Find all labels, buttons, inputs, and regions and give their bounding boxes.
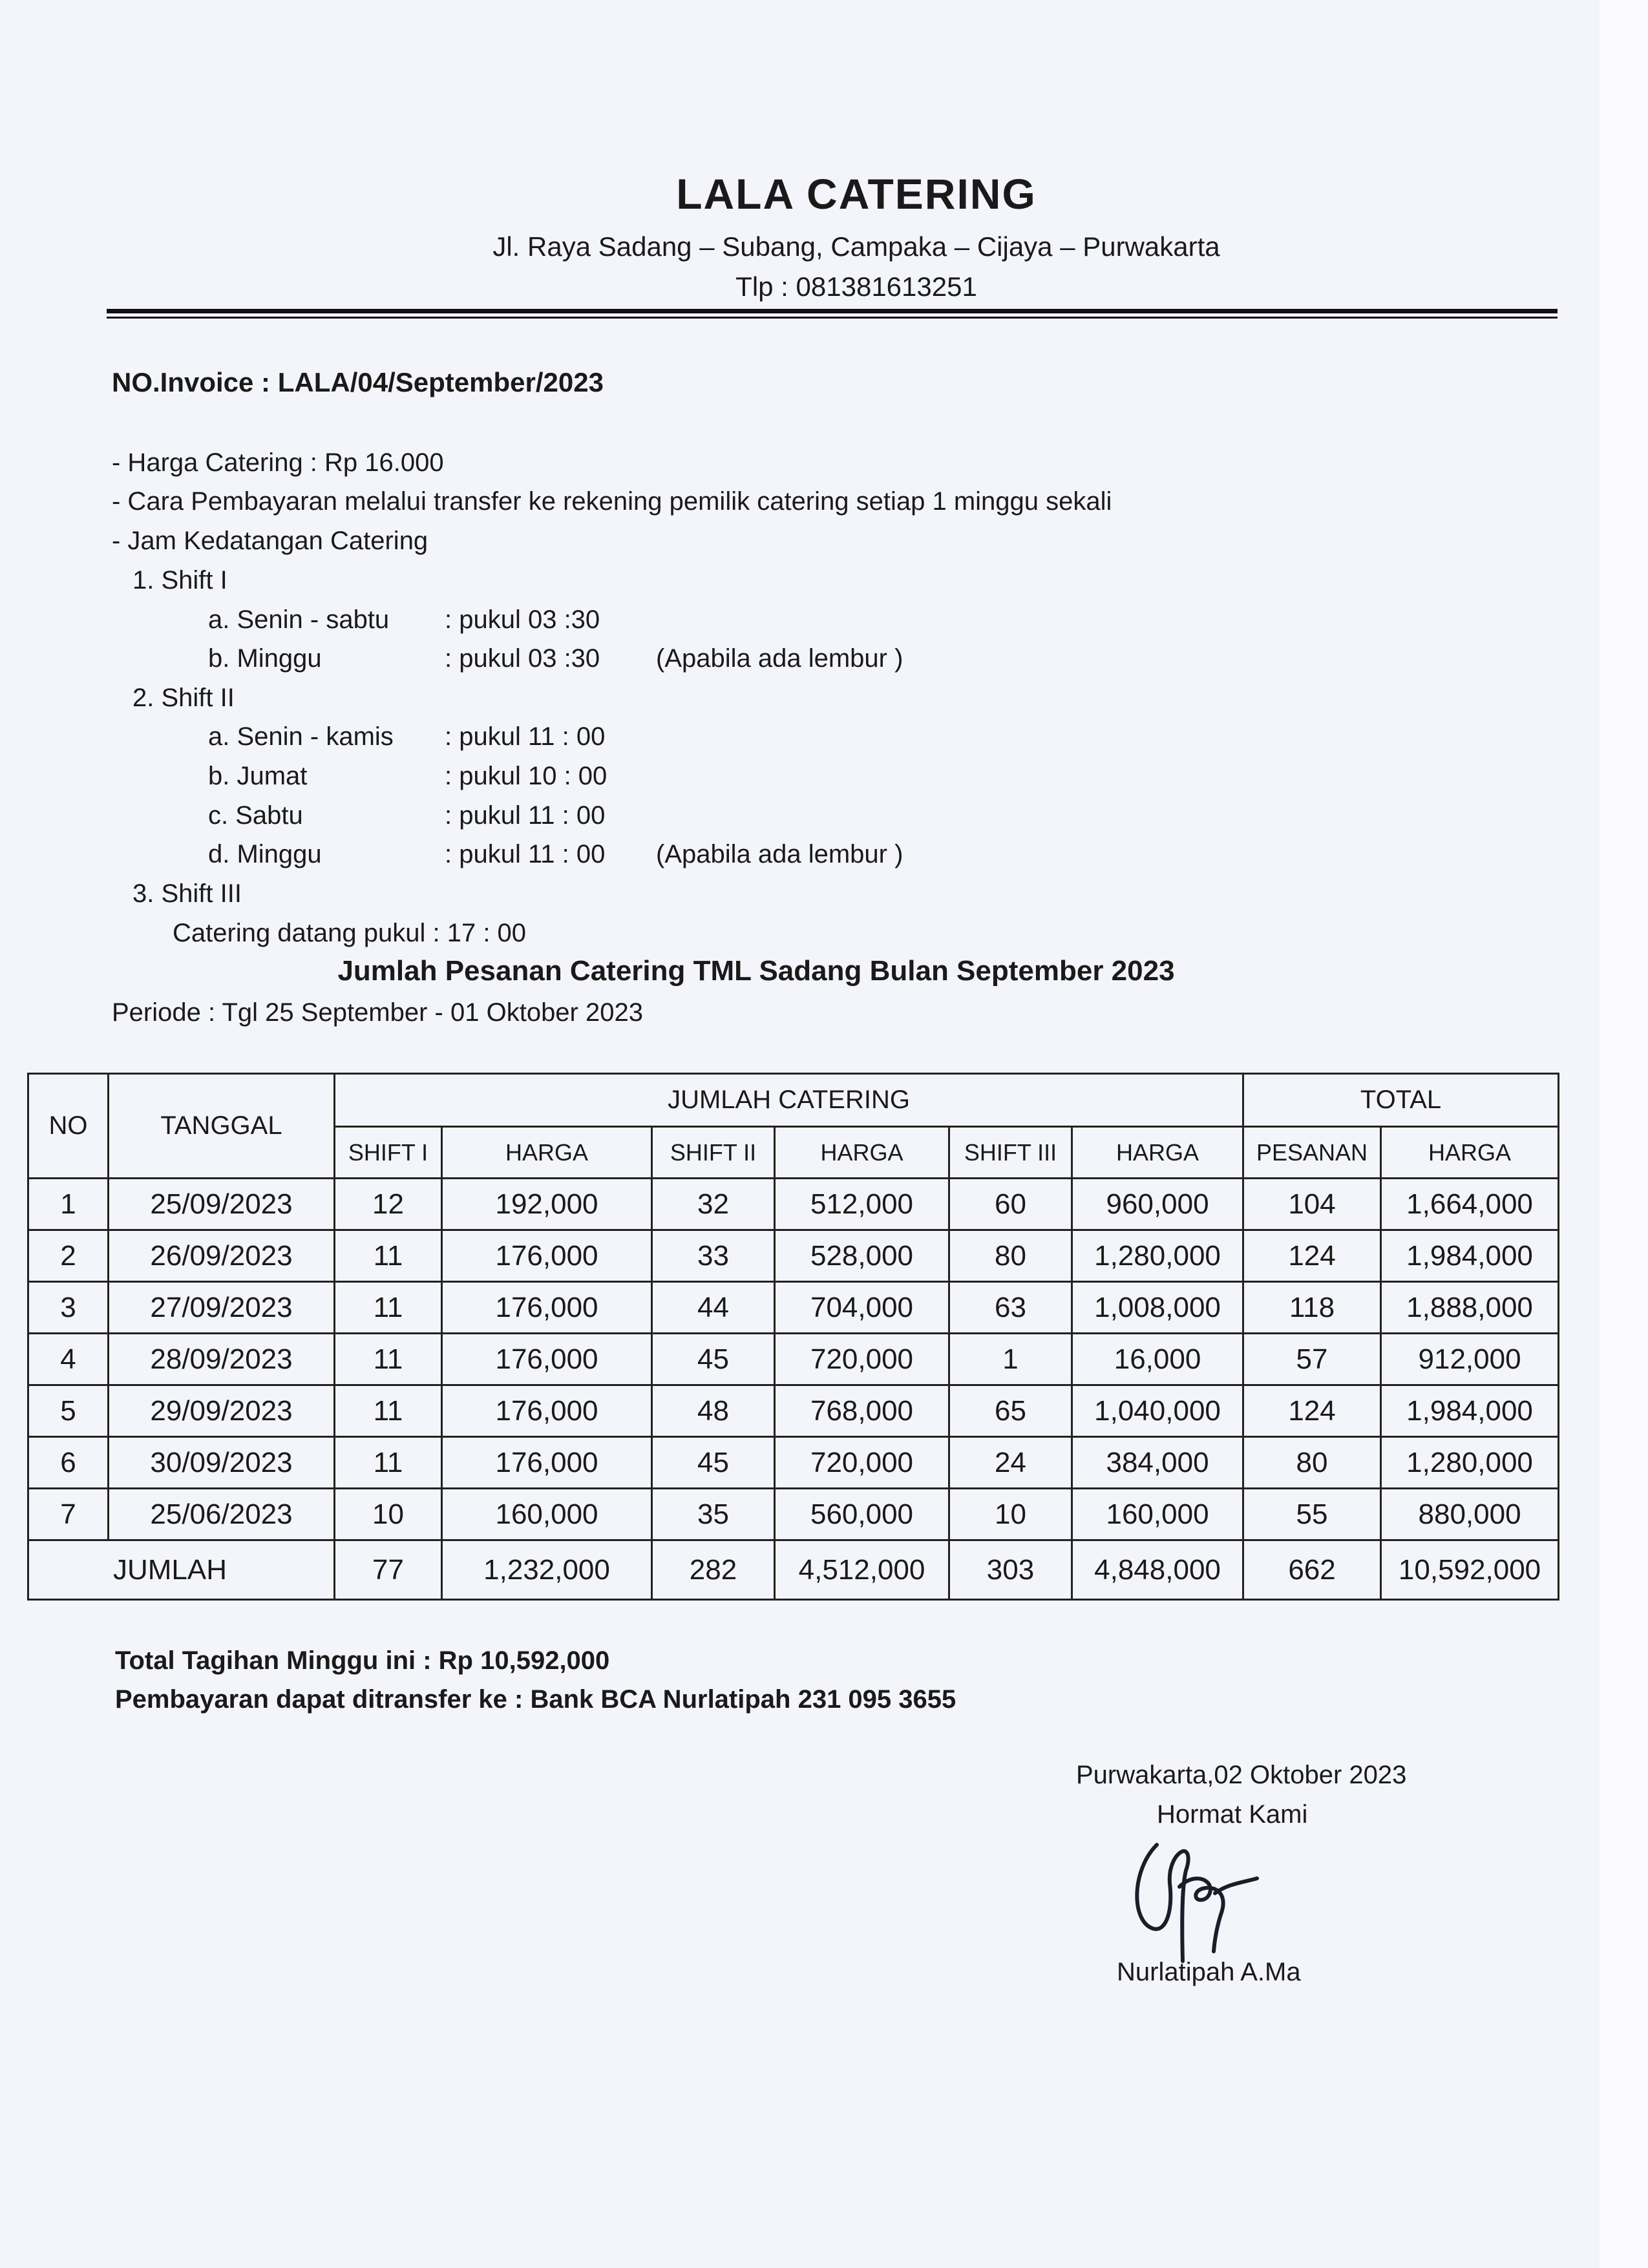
- cell-harga3: 1,040,000: [1072, 1385, 1243, 1437]
- cell-shift3: 10: [949, 1489, 1072, 1540]
- cell-shift3: 65: [949, 1385, 1072, 1437]
- cell-shift3: 63: [949, 1282, 1072, 1334]
- cell-harga1: 160,000: [442, 1489, 652, 1540]
- total-harga3: 4,848,000: [1072, 1540, 1243, 1600]
- shift1-day: b. Minggu: [208, 644, 322, 673]
- total-harga1: 1,232,000: [442, 1540, 652, 1600]
- cell-no: 2: [28, 1230, 109, 1282]
- total-label: JUMLAH: [28, 1540, 335, 1600]
- cell-harga2: 704,000: [775, 1282, 949, 1334]
- table-row: [28, 1230, 1559, 1282]
- cell-harga2: 528,000: [775, 1230, 949, 1282]
- cell-total: 1,984,000: [1381, 1230, 1559, 1282]
- table-row: [28, 1437, 1559, 1489]
- cell-tanggal: 28/09/2023: [109, 1334, 335, 1385]
- cell-shift1: 12: [335, 1179, 442, 1230]
- cell-shift3: 1: [949, 1334, 1072, 1385]
- header-harga: HARGA: [775, 1127, 949, 1179]
- cell-shift1: 11: [335, 1230, 442, 1282]
- header-no: NO: [28, 1074, 109, 1179]
- shift1-title: 1. Shift I: [132, 566, 227, 594]
- cell-pesanan: 55: [1243, 1489, 1381, 1540]
- cell-harga1: 176,000: [442, 1334, 652, 1385]
- catering-table: [27, 1073, 1559, 1601]
- cell-total: 1,280,000: [1381, 1437, 1559, 1489]
- cell-no: 4: [28, 1334, 109, 1385]
- signer-name: Nurlatipah A.Ma: [1117, 1958, 1301, 1986]
- shift1-time: : pukul 03 :30: [445, 644, 600, 673]
- cell-shift1: 11: [335, 1282, 442, 1334]
- header-harga: HARGA: [1381, 1127, 1559, 1179]
- cell-shift3: 60: [949, 1179, 1072, 1230]
- total-pesanan: 662: [1243, 1540, 1381, 1600]
- shift2-title: 2. Shift II: [132, 684, 235, 712]
- summary-title: Jumlah Pesanan Catering TML Sadang Bulan September 2023: [337, 955, 1175, 987]
- shift1-note: (Apabila ada lembur ): [656, 644, 903, 673]
- header-harga: HARGA: [442, 1127, 652, 1179]
- cell-harga1: 176,000: [442, 1437, 652, 1489]
- paper-edge: [1600, 0, 1648, 2268]
- cell-tanggal: 25/06/2023: [109, 1489, 335, 1540]
- header-shift3: SHIFT III: [949, 1127, 1072, 1179]
- shift2-day: a. Senin - kamis: [208, 722, 394, 751]
- cell-harga2: 720,000: [775, 1334, 949, 1385]
- cell-harga1: 192,000: [442, 1179, 652, 1230]
- cell-pesanan: 124: [1243, 1230, 1381, 1282]
- info-harga: - Harga Catering : Rp 16.000: [112, 448, 444, 477]
- total-shift2: 282: [652, 1540, 775, 1600]
- cell-shift2: 33: [652, 1230, 775, 1282]
- cell-harga3: 16,000: [1072, 1334, 1243, 1385]
- cell-total: 912,000: [1381, 1334, 1559, 1385]
- cell-shift2: 48: [652, 1385, 775, 1437]
- invoice-number: NO.Invoice : LALA/04/September/2023: [112, 367, 604, 397]
- header-shift2: SHIFT II: [652, 1127, 775, 1179]
- cell-harga3: 384,000: [1072, 1437, 1243, 1489]
- table-row: [28, 1385, 1559, 1437]
- shift2-time: : pukul 10 : 00: [445, 762, 607, 790]
- company-name: LALA CATERING: [676, 170, 1037, 218]
- cell-tanggal: 25/09/2023: [109, 1179, 335, 1230]
- info-pembayaran: - Cara Pembayaran melalui transfer ke rekening pemilik catering setiap 1 minggu sekali: [112, 487, 1112, 516]
- shift1-day: a. Senin - sabtu: [208, 605, 390, 634]
- cell-shift1: 11: [335, 1385, 442, 1437]
- cell-pesanan: 80: [1243, 1437, 1381, 1489]
- cell-harga3: 160,000: [1072, 1489, 1243, 1540]
- cell-tanggal: 30/09/2023: [109, 1437, 335, 1489]
- info-jam: - Jam Kedatangan Catering: [112, 527, 428, 555]
- cell-tanggal: 27/09/2023: [109, 1282, 335, 1334]
- cell-tanggal: 29/09/2023: [109, 1385, 335, 1437]
- cell-shift2: 35: [652, 1489, 775, 1540]
- cell-total: 1,664,000: [1381, 1179, 1559, 1230]
- table-row: [28, 1334, 1559, 1385]
- shift2-day: c. Sabtu: [208, 801, 303, 830]
- cell-harga3: 960,000: [1072, 1179, 1243, 1230]
- cell-tanggal: 26/09/2023: [109, 1230, 335, 1282]
- cell-shift1: 11: [335, 1334, 442, 1385]
- shift2-time: : pukul 11 : 00: [445, 722, 606, 751]
- shift3-note: Catering datang pukul : 17 : 00: [173, 919, 527, 947]
- total-harga: 10,592,000: [1381, 1540, 1559, 1600]
- periode: Periode : Tgl 25 September - 01 Oktober 2023: [112, 998, 643, 1027]
- shift2-note: (Apabila ada lembur ): [656, 840, 903, 868]
- company-phone: Tlp : 081381613251: [735, 271, 977, 302]
- header-total: TOTAL: [1243, 1074, 1559, 1127]
- greeting: Hormat Kami: [1157, 1800, 1308, 1829]
- cell-pesanan: 57: [1243, 1334, 1381, 1385]
- transfer-info: Pembayaran dapat ditransfer ke : Bank BCA Nurlatipah 231 095 3655: [115, 1685, 956, 1714]
- cell-harga3: 1,280,000: [1072, 1230, 1243, 1282]
- cell-no: 7: [28, 1489, 109, 1540]
- cell-total: 1,888,000: [1381, 1282, 1559, 1334]
- cell-shift2: 45: [652, 1334, 775, 1385]
- header-shift1: SHIFT I: [335, 1127, 442, 1179]
- total-harga2: 4,512,000: [775, 1540, 949, 1600]
- table-row: [28, 1282, 1559, 1334]
- shift2-day: d. Minggu: [208, 840, 322, 868]
- cell-harga1: 176,000: [442, 1282, 652, 1334]
- cell-total: 880,000: [1381, 1489, 1559, 1540]
- shift2-day: b. Jumat: [208, 762, 308, 790]
- total-shift1: 77: [335, 1540, 442, 1600]
- company-address: Jl. Raya Sadang – Subang, Campaka – Cijaya – Purwakarta: [492, 231, 1220, 262]
- cell-shift1: 10: [335, 1489, 442, 1540]
- cell-shift3: 80: [949, 1230, 1072, 1282]
- cell-total: 1,984,000: [1381, 1385, 1559, 1437]
- shift1-time: : pukul 03 :30: [445, 605, 600, 634]
- cell-harga1: 176,000: [442, 1385, 652, 1437]
- header-divider-thin: [107, 317, 1558, 319]
- cell-no: 6: [28, 1437, 109, 1489]
- cell-harga1: 176,000: [442, 1230, 652, 1282]
- table-row: [28, 1179, 1559, 1230]
- cell-harga2: 768,000: [775, 1385, 949, 1437]
- total-tagihan: Total Tagihan Minggu ini : Rp 10,592,000: [115, 1646, 610, 1675]
- cell-no: 3: [28, 1282, 109, 1334]
- shift3-title: 3. Shift III: [132, 879, 242, 908]
- cell-harga2: 720,000: [775, 1437, 949, 1489]
- place-date: Purwakarta,02 Oktober 2023: [1076, 1761, 1407, 1789]
- cell-no: 1: [28, 1179, 109, 1230]
- cell-pesanan: 124: [1243, 1385, 1381, 1437]
- cell-harga2: 512,000: [775, 1179, 949, 1230]
- table-row: [28, 1489, 1559, 1540]
- header-jumlah-catering: JUMLAH CATERING: [335, 1074, 1243, 1127]
- shift2-time: : pukul 11 : 00: [445, 801, 606, 830]
- header-harga: HARGA: [1072, 1127, 1243, 1179]
- cell-harga3: 1,008,000: [1072, 1282, 1243, 1334]
- header-pesanan: PESANAN: [1243, 1127, 1381, 1179]
- cell-shift1: 11: [335, 1437, 442, 1489]
- table-total-row: [28, 1540, 1559, 1600]
- cell-shift2: 45: [652, 1437, 775, 1489]
- cell-pesanan: 118: [1243, 1282, 1381, 1334]
- total-shift3: 303: [949, 1540, 1072, 1600]
- cell-no: 5: [28, 1385, 109, 1437]
- cell-shift2: 44: [652, 1282, 775, 1334]
- signature-mark: [1118, 1832, 1267, 1968]
- shift2-time: : pukul 11 : 00: [445, 840, 606, 868]
- cell-pesanan: 104: [1243, 1179, 1381, 1230]
- header-tanggal: TANGGAL: [109, 1074, 335, 1179]
- header-divider: [107, 309, 1558, 313]
- cell-harga2: 560,000: [775, 1489, 949, 1540]
- cell-shift3: 24: [949, 1437, 1072, 1489]
- cell-shift2: 32: [652, 1179, 775, 1230]
